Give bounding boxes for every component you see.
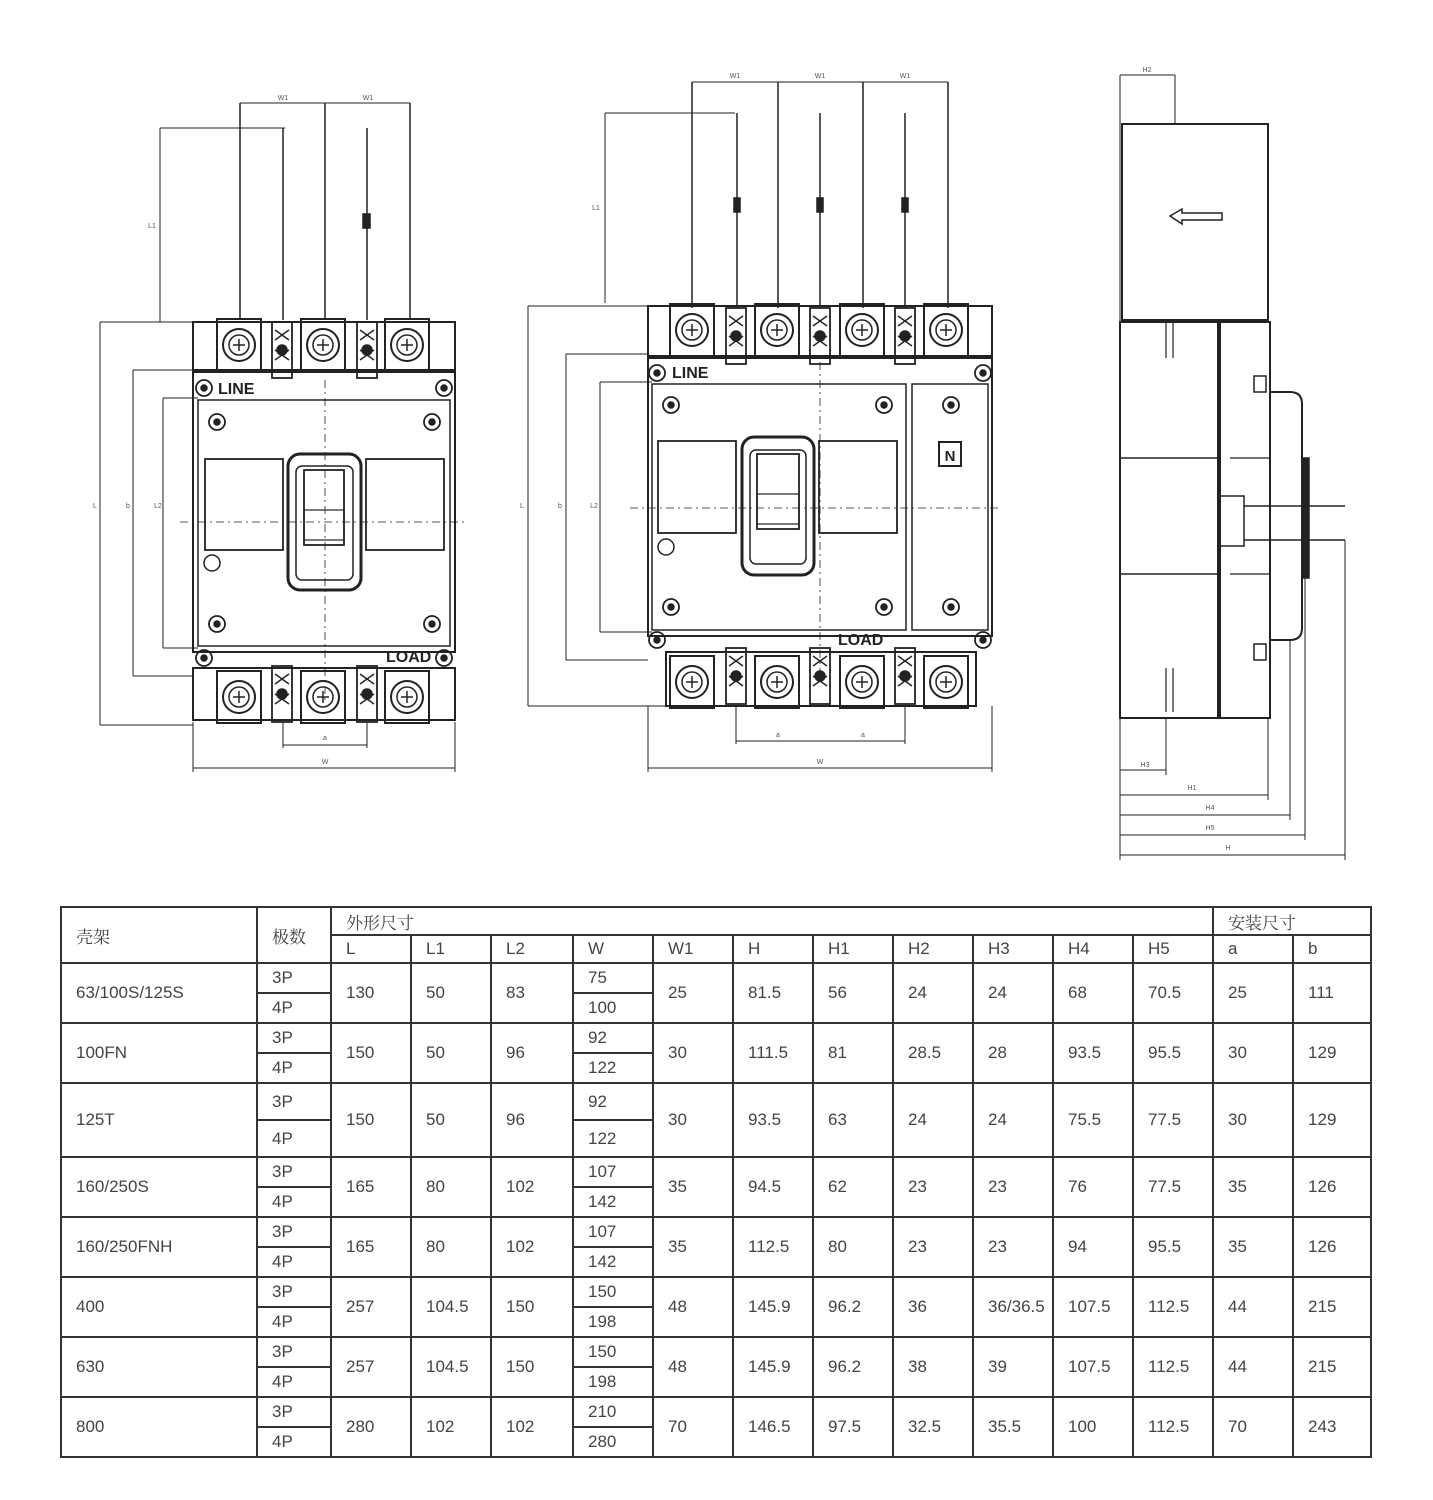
w-cell: 107 [573,1217,653,1247]
value-cell-a: 30 [1213,1023,1293,1083]
frame-cell: 100FN [61,1023,257,1083]
value-cell-l1: 50 [411,1083,491,1157]
value-cell-l2: 150 [491,1337,573,1397]
value-cell-l1: 80 [411,1217,491,1277]
value-cell-l: 165 [331,1157,411,1217]
table-row [61,963,1371,993]
dim-h1: H1 [1187,785,1197,792]
pole-cell: 4P [257,1053,331,1083]
dim-w1-4p-c: W1 [899,73,911,80]
frame-cell: 160/250S [61,1157,257,1217]
dim-l2-3p: L2 [154,503,162,510]
pole-cell: 3P [257,1337,331,1367]
value-cell-l2: 102 [491,1217,573,1277]
pole-cell: 4P [257,993,331,1023]
value-cell-h4: 107.5 [1053,1337,1133,1397]
value-cell-h3: 24 [973,1083,1053,1157]
value-cell-l: 280 [331,1397,411,1457]
value-cell-h3: 24 [973,963,1053,1023]
value-cell-b: 126 [1293,1157,1371,1217]
w-cell: 142 [573,1247,653,1277]
w-cell: 150 [573,1337,653,1367]
column-header: L [331,935,411,963]
w-cell: 122 [573,1120,653,1157]
value-cell-h3: 23 [973,1157,1053,1217]
value-cell-h2: 32.5 [893,1397,973,1457]
column-header: b [1293,935,1371,963]
pole-cell: 4P [257,1247,331,1277]
value-cell-l1: 104.5 [411,1277,491,1337]
w-cell: 150 [573,1277,653,1307]
value-cell-l: 150 [331,1023,411,1083]
value-cell-l2: 150 [491,1277,573,1337]
line-label-3p: LINE [218,381,255,398]
pole-cell: 4P [257,1187,331,1217]
table-row [61,1083,1371,1120]
value-cell-b: 215 [1293,1277,1371,1337]
value-cell-l1: 104.5 [411,1337,491,1397]
value-cell-l2: 96 [491,1083,573,1157]
value-cell-w1: 25 [653,963,733,1023]
value-cell-l: 257 [331,1277,411,1337]
dim-w1-4p-a: W1 [729,73,741,80]
w-cell: 122 [573,1053,653,1083]
w-cell: 198 [573,1367,653,1397]
pole-cell: 4P [257,1367,331,1397]
value-cell-l1: 102 [411,1397,491,1457]
column-header: L1 [411,935,491,963]
dim-l1-4p: L1 [592,205,600,212]
pole-cell: 3P [257,1023,331,1053]
pole-cell: 4P [257,1307,331,1337]
column-header: H2 [893,935,973,963]
dim-w-3p: W [321,759,329,766]
value-cell-b: 111 [1293,963,1371,1023]
value-cell-l1: 50 [411,963,491,1023]
load-label-3p: LOAD [386,649,432,666]
column-header: H4 [1053,935,1133,963]
w-cell: 92 [573,1083,653,1120]
value-cell-a: 35 [1213,1217,1293,1277]
dim-h3: H3 [1140,762,1150,769]
column-header: H3 [973,935,1053,963]
dimension-table [60,906,1372,1458]
header-outline: 外形尺寸 [331,907,1213,935]
value-cell-l: 130 [331,963,411,1023]
pole-cell: 3P [257,963,331,993]
value-cell-l1: 50 [411,1023,491,1083]
value-cell-l2: 96 [491,1023,573,1083]
value-cell-h: 81.5 [733,963,813,1023]
w-cell: 107 [573,1157,653,1187]
value-cell-h2: 38 [893,1337,973,1397]
dim-a2-4p: a [861,732,865,739]
value-cell-h: 111.5 [733,1023,813,1083]
dim-w-4p: W [816,759,824,766]
value-cell-b: 126 [1293,1217,1371,1277]
column-header: W [573,935,653,963]
dim-l1-3p: L1 [148,223,156,230]
w-cell: 198 [573,1307,653,1337]
dim-b-4p: b [558,503,562,510]
table-row [61,1023,1371,1053]
w-cell: 100 [573,993,653,1023]
pole-cell: 3P [257,1083,331,1120]
value-cell-h3: 36/36.5 [973,1277,1053,1337]
value-cell-h: 94.5 [733,1157,813,1217]
value-cell-b: 129 [1293,1023,1371,1083]
pole-cell: 4P [257,1427,331,1457]
value-cell-h2: 24 [893,1083,973,1157]
value-cell-h: 145.9 [733,1337,813,1397]
value-cell-h5: 95.5 [1133,1023,1213,1083]
value-cell-h4: 100 [1053,1397,1133,1457]
header-mount: 安装尺寸 [1213,907,1371,935]
column-header: H [733,935,813,963]
header-poles: 极数 [257,907,331,963]
value-cell-h2: 23 [893,1157,973,1217]
value-cell-h2: 24 [893,963,973,1023]
dim-l-4p: L [520,503,524,510]
value-cell-w1: 30 [653,1083,733,1157]
value-cell-h: 146.5 [733,1397,813,1457]
value-cell-h1: 97.5 [813,1397,893,1457]
frame-cell: 630 [61,1337,257,1397]
value-cell-a: 44 [1213,1277,1293,1337]
w-cell: 280 [573,1427,653,1457]
value-cell-w1: 70 [653,1397,733,1457]
load-label-4p: LOAD [838,632,884,649]
value-cell-h5: 95.5 [1133,1217,1213,1277]
value-cell-h3: 28 [973,1023,1053,1083]
value-cell-h1: 80 [813,1217,893,1277]
value-cell-l2: 102 [491,1397,573,1457]
value-cell-h4: 68 [1053,963,1133,1023]
frame-cell: 160/250FNH [61,1217,257,1277]
table-row [61,1397,1371,1427]
value-cell-w1: 48 [653,1277,733,1337]
dim-h5: H5 [1205,825,1215,832]
value-cell-l2: 83 [491,963,573,1023]
value-cell-h4: 93.5 [1053,1023,1133,1083]
header-frame: 壳架 [61,907,257,963]
dim-h4: H4 [1205,805,1215,812]
value-cell-h1: 62 [813,1157,893,1217]
front-view-3p [100,103,465,772]
dim-a-3p: a [323,735,327,742]
value-cell-l1: 80 [411,1157,491,1217]
value-cell-h4: 75.5 [1053,1083,1133,1157]
value-cell-h: 145.9 [733,1277,813,1337]
w-cell: 92 [573,1023,653,1053]
pole-cell: 3P [257,1157,331,1187]
pole-cell: 3P [257,1277,331,1307]
value-cell-h4: 107.5 [1053,1277,1133,1337]
column-header: H1 [813,935,893,963]
value-cell-h2: 28.5 [893,1023,973,1083]
front-view-4p [528,82,1000,772]
value-cell-h2: 36 [893,1277,973,1337]
column-header: W1 [653,935,733,963]
value-cell-h3: 23 [973,1217,1053,1277]
value-cell-h1: 96.2 [813,1277,893,1337]
dim-h: H [1225,845,1231,852]
value-cell-b: 129 [1293,1083,1371,1157]
pole-cell: 3P [257,1397,331,1427]
value-cell-h5: 112.5 [1133,1397,1213,1457]
column-header: H5 [1133,935,1213,963]
value-cell-a: 35 [1213,1157,1293,1217]
dim-w1-3p-a: W1 [277,95,289,102]
dim-w1-3p-b: W1 [362,95,374,102]
table-row [61,1217,1371,1247]
value-cell-h1: 56 [813,963,893,1023]
value-cell-h: 112.5 [733,1217,813,1277]
value-cell-l: 165 [331,1217,411,1277]
pole-cell: 3P [257,1217,331,1247]
line-label-4p: LINE [672,365,709,382]
value-cell-a: 30 [1213,1083,1293,1157]
frame-cell: 125T [61,1083,257,1157]
value-cell-l: 150 [331,1083,411,1157]
side-view [1120,75,1345,860]
value-cell-w1: 35 [653,1157,733,1217]
value-cell-l2: 102 [491,1157,573,1217]
value-cell-b: 243 [1293,1397,1371,1457]
frame-cell: 63/100S/125S [61,963,257,1023]
value-cell-b: 215 [1293,1337,1371,1397]
frame-cell: 800 [61,1397,257,1457]
table-row [61,1277,1371,1307]
w-cell: 142 [573,1187,653,1217]
value-cell-h3: 39 [973,1337,1053,1397]
value-cell-l: 257 [331,1337,411,1397]
value-cell-h5: 77.5 [1133,1083,1213,1157]
dim-l-3p: L [93,503,97,510]
dim-w1-4p-b: W1 [814,73,826,80]
column-header: L2 [491,935,573,963]
pole-cell: 4P [257,1120,331,1157]
value-cell-h5: 77.5 [1133,1157,1213,1217]
header-row-groups [61,907,1371,935]
dim-b-3p: b [126,503,130,510]
table-row [61,1337,1371,1367]
value-cell-h4: 94 [1053,1217,1133,1277]
value-cell-w1: 30 [653,1023,733,1083]
neutral-mark: N [944,448,956,465]
value-cell-h4: 76 [1053,1157,1133,1217]
value-cell-a: 44 [1213,1337,1293,1397]
value-cell-w1: 35 [653,1217,733,1277]
value-cell-h5: 70.5 [1133,963,1213,1023]
value-cell-a: 25 [1213,963,1293,1023]
value-cell-h1: 96.2 [813,1337,893,1397]
dim-a1-4p: a [776,732,780,739]
value-cell-h3: 35.5 [973,1397,1053,1457]
w-cell: 75 [573,963,653,993]
value-cell-w1: 48 [653,1337,733,1397]
value-cell-h5: 112.5 [1133,1277,1213,1337]
table-row [61,1157,1371,1187]
value-cell-h1: 63 [813,1083,893,1157]
column-header: a [1213,935,1293,963]
value-cell-a: 70 [1213,1397,1293,1457]
dim-h2: H2 [1142,67,1152,74]
value-cell-h1: 81 [813,1023,893,1083]
value-cell-h2: 23 [893,1217,973,1277]
dim-l2-4p: L2 [590,503,598,510]
w-cell: 210 [573,1397,653,1427]
value-cell-h: 93.5 [733,1083,813,1157]
value-cell-h5: 112.5 [1133,1337,1213,1397]
frame-cell: 400 [61,1277,257,1337]
